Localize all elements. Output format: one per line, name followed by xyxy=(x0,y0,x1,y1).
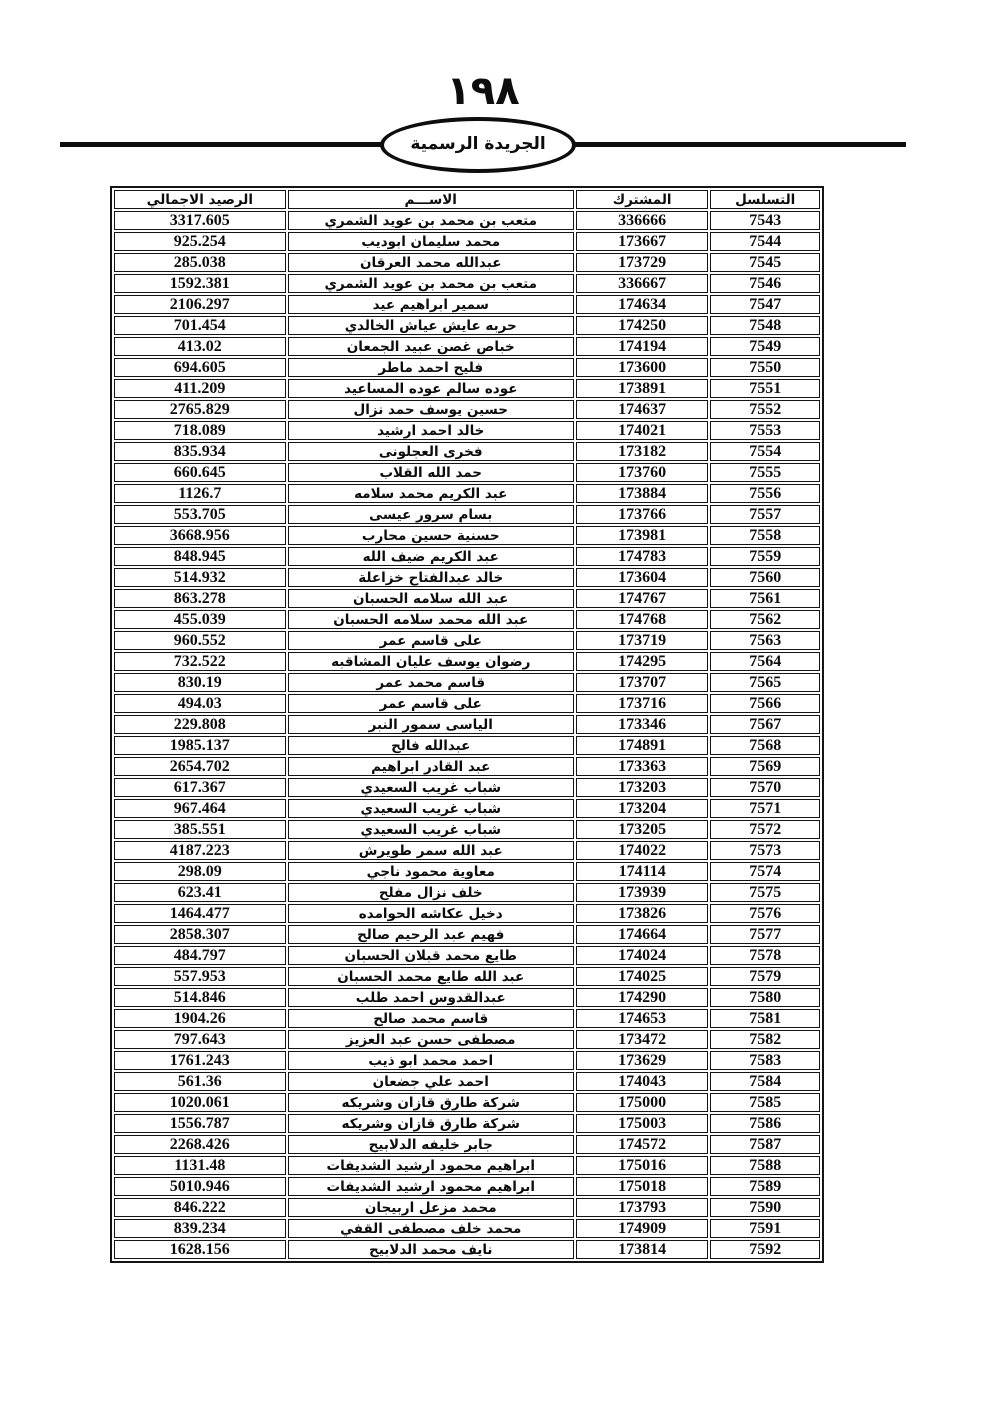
cell-balance: 557.953 xyxy=(114,967,286,986)
cell-subscriber: 173766 xyxy=(576,505,708,524)
cell-balance: 967.464 xyxy=(114,799,286,818)
cell-balance: 830.19 xyxy=(114,673,286,692)
table-row xyxy=(114,1051,820,1070)
cell-name: جابر خليفه الدلابيح xyxy=(288,1135,574,1154)
cell-serial: 7590 xyxy=(710,1198,820,1217)
table-row xyxy=(114,841,820,860)
table-row xyxy=(114,379,820,398)
cell-balance: 732.522 xyxy=(114,652,286,671)
cell-name: عبدالله فالح xyxy=(288,736,574,755)
cell-serial: 7545 xyxy=(710,253,820,272)
cell-balance: 514.846 xyxy=(114,988,286,1007)
cell-name: على قاسم عمر xyxy=(288,631,574,650)
cell-name: مصطفى حسن عبد العزيز xyxy=(288,1030,574,1049)
table-row xyxy=(114,442,820,461)
cell-serial: 7577 xyxy=(710,925,820,944)
cell-balance: 1464.477 xyxy=(114,904,286,923)
cell-serial: 7561 xyxy=(710,589,820,608)
cell-name: عوده سالم عوده المساعيد xyxy=(288,379,574,398)
cell-balance: 797.643 xyxy=(114,1030,286,1049)
cell-balance: 1592.381 xyxy=(114,274,286,293)
cell-subscriber: 173182 xyxy=(576,442,708,461)
gazette-banner-label: الجريدة الرسمية xyxy=(410,133,546,154)
cell-subscriber: 173826 xyxy=(576,904,708,923)
cell-subscriber: 173346 xyxy=(576,715,708,734)
cell-subscriber: 174250 xyxy=(576,316,708,335)
cell-balance: 2654.702 xyxy=(114,757,286,776)
cell-name: عبد الله طايع محمد الحسبان xyxy=(288,967,574,986)
table-row xyxy=(114,568,820,587)
cell-serial: 7580 xyxy=(710,988,820,1007)
cell-subscriber: 174768 xyxy=(576,610,708,629)
cell-subscriber: 174637 xyxy=(576,400,708,419)
cell-balance: 1985.137 xyxy=(114,736,286,755)
cell-serial: 7586 xyxy=(710,1114,820,1133)
header-name: الاســـم xyxy=(288,190,574,209)
cell-name: خباص غصن عبيد الجمعان xyxy=(288,337,574,356)
cell-name: عبدالله محمد العرقان xyxy=(288,253,574,272)
cell-balance: 960.552 xyxy=(114,631,286,650)
cell-balance: 1020.061 xyxy=(114,1093,286,1112)
cell-serial: 7559 xyxy=(710,547,820,566)
cell-name: حسين يوسف حمد نزال xyxy=(288,400,574,419)
cell-serial: 7582 xyxy=(710,1030,820,1049)
table-header-row xyxy=(114,190,820,209)
cell-name: على قاسم عمر xyxy=(288,694,574,713)
cell-subscriber: 174022 xyxy=(576,841,708,860)
cell-balance: 835.934 xyxy=(114,442,286,461)
cell-balance: 3317.605 xyxy=(114,211,286,230)
cell-serial: 7568 xyxy=(710,736,820,755)
cell-subscriber: 174025 xyxy=(576,967,708,986)
cell-serial: 7579 xyxy=(710,967,820,986)
cell-subscriber: 173363 xyxy=(576,757,708,776)
cell-balance: 514.932 xyxy=(114,568,286,587)
cell-balance: 385.551 xyxy=(114,820,286,839)
cell-subscriber: 174572 xyxy=(576,1135,708,1154)
cell-serial: 7564 xyxy=(710,652,820,671)
cell-name: شباب غريب السعيدي xyxy=(288,799,574,818)
cell-name: رضوان يوسف عليان المشاقبه xyxy=(288,652,574,671)
table-row xyxy=(114,505,820,524)
cell-subscriber: 173981 xyxy=(576,526,708,545)
table-row xyxy=(114,1177,820,1196)
cell-serial: 7575 xyxy=(710,883,820,902)
cell-serial: 7571 xyxy=(710,799,820,818)
table-row xyxy=(114,988,820,1007)
table-row xyxy=(114,715,820,734)
cell-subscriber: 174024 xyxy=(576,946,708,965)
table-row xyxy=(114,610,820,629)
cell-serial: 7547 xyxy=(710,295,820,314)
cell-subscriber: 173205 xyxy=(576,820,708,839)
cell-serial: 7558 xyxy=(710,526,820,545)
table-row xyxy=(114,463,820,482)
cell-subscriber: 175000 xyxy=(576,1093,708,1112)
cell-name: قاسم محمد صالح xyxy=(288,1009,574,1028)
table-row xyxy=(114,421,820,440)
cell-name: عبد الله محمد سلامه الحسبان xyxy=(288,610,574,629)
cell-name: متعب بن محمد بن عويد الشمري xyxy=(288,274,574,293)
cell-balance: 2268.426 xyxy=(114,1135,286,1154)
cell-name: شركة طارق قازان وشريكه xyxy=(288,1093,574,1112)
cell-name: حسنية حسين محارب xyxy=(288,526,574,545)
cell-serial: 7552 xyxy=(710,400,820,419)
cell-balance: 561.36 xyxy=(114,1072,286,1091)
cell-balance: 3668.956 xyxy=(114,526,286,545)
cell-serial: 7557 xyxy=(710,505,820,524)
cell-subscriber: 175016 xyxy=(576,1156,708,1175)
cell-name: نايف محمد الدلابيح xyxy=(288,1240,574,1259)
table-body xyxy=(114,211,820,1259)
cell-subscriber: 174295 xyxy=(576,652,708,671)
cell-subscriber: 173814 xyxy=(576,1240,708,1259)
table-row xyxy=(114,673,820,692)
cell-balance: 4187.223 xyxy=(114,841,286,860)
cell-name: محمد خلف مصطفى القفي xyxy=(288,1219,574,1238)
table-row xyxy=(114,1240,820,1259)
table-row xyxy=(114,358,820,377)
table-row xyxy=(114,1009,820,1028)
table-row xyxy=(114,1072,820,1091)
header-balance: الرصيد الاجمالي xyxy=(114,190,286,209)
table-row xyxy=(114,904,820,923)
cell-name: حربه عايش عياش الخالدي xyxy=(288,316,574,335)
cell-subscriber: 173760 xyxy=(576,463,708,482)
cell-subscriber: 173472 xyxy=(576,1030,708,1049)
cell-subscriber: 174783 xyxy=(576,547,708,566)
cell-name: ابراهيم محمود ارشيد الشديفات xyxy=(288,1177,574,1196)
cell-balance: 411.209 xyxy=(114,379,286,398)
cell-subscriber: 174664 xyxy=(576,925,708,944)
cell-subscriber: 174909 xyxy=(576,1219,708,1238)
cell-serial: 7576 xyxy=(710,904,820,923)
cell-subscriber: 174021 xyxy=(576,421,708,440)
cell-balance: 494.03 xyxy=(114,694,286,713)
cell-name: سمير ابراهيم عيد xyxy=(288,295,574,314)
cell-balance: 1628.156 xyxy=(114,1240,286,1259)
table-row xyxy=(114,484,820,503)
cell-balance: 846.222 xyxy=(114,1198,286,1217)
cell-serial: 7546 xyxy=(710,274,820,293)
cell-name: عبد الله سمر طويرش xyxy=(288,841,574,860)
cell-serial: 7567 xyxy=(710,715,820,734)
table-row xyxy=(114,925,820,944)
cell-serial: 7566 xyxy=(710,694,820,713)
table-row xyxy=(114,295,820,314)
cell-name: شركة طارق قازان وشريكه xyxy=(288,1114,574,1133)
cell-subscriber: 173719 xyxy=(576,631,708,650)
cell-serial: 7585 xyxy=(710,1093,820,1112)
cell-subscriber: 173793 xyxy=(576,1198,708,1217)
table-row xyxy=(114,1093,820,1112)
cell-name: حمد الله القلاب xyxy=(288,463,574,482)
cell-balance: 2106.297 xyxy=(114,295,286,314)
table-row xyxy=(114,778,820,797)
table-row xyxy=(114,337,820,356)
table-row xyxy=(114,1219,820,1238)
cell-serial: 7581 xyxy=(710,1009,820,1028)
cell-name: بسام سرور عيسى xyxy=(288,505,574,524)
table-row xyxy=(114,589,820,608)
cell-subscriber: 174290 xyxy=(576,988,708,1007)
cell-subscriber: 173729 xyxy=(576,253,708,272)
cell-balance: 484.797 xyxy=(114,946,286,965)
cell-serial: 7584 xyxy=(710,1072,820,1091)
table-row xyxy=(114,400,820,419)
cell-name: عبد الكريم محمد سلامه xyxy=(288,484,574,503)
cell-balance: 863.278 xyxy=(114,589,286,608)
cell-serial: 7573 xyxy=(710,841,820,860)
table-row xyxy=(114,652,820,671)
cell-serial: 7549 xyxy=(710,337,820,356)
cell-serial: 7591 xyxy=(710,1219,820,1238)
cell-name: فهيم عبد الرحيم صالح xyxy=(288,925,574,944)
cell-serial: 7578 xyxy=(710,946,820,965)
cell-name: متعب بن محمد بن عويد الشمري xyxy=(288,211,574,230)
cell-name: عبدالقدوس احمد طلب xyxy=(288,988,574,1007)
cell-subscriber: 173891 xyxy=(576,379,708,398)
cell-subscriber: 174194 xyxy=(576,337,708,356)
cell-subscriber: 175018 xyxy=(576,1177,708,1196)
cell-serial: 7587 xyxy=(710,1135,820,1154)
cell-balance: 1126.7 xyxy=(114,484,286,503)
cell-balance: 925.254 xyxy=(114,232,286,251)
cell-balance: 229.808 xyxy=(114,715,286,734)
cell-balance: 1556.787 xyxy=(114,1114,286,1133)
cell-name: احمد محمد ابو ذيب xyxy=(288,1051,574,1070)
cell-serial: 7589 xyxy=(710,1177,820,1196)
header-subscriber: المشترك xyxy=(576,190,708,209)
cell-balance: 285.038 xyxy=(114,253,286,272)
cell-name: الياسى سمور النبر xyxy=(288,715,574,734)
cell-subscriber: 173667 xyxy=(576,232,708,251)
cell-subscriber: 174891 xyxy=(576,736,708,755)
cell-subscriber: 173629 xyxy=(576,1051,708,1070)
cell-balance: 701.454 xyxy=(114,316,286,335)
cell-serial: 7551 xyxy=(710,379,820,398)
cell-name: عبد الله سلامه الحسبان xyxy=(288,589,574,608)
table-row xyxy=(114,736,820,755)
cell-name: احمد علي جضعان xyxy=(288,1072,574,1091)
table-row xyxy=(114,1135,820,1154)
table-row xyxy=(114,694,820,713)
cell-subscriber: 174767 xyxy=(576,589,708,608)
subscribers-table xyxy=(110,186,824,1263)
cell-subscriber: 174634 xyxy=(576,295,708,314)
cell-serial: 7563 xyxy=(710,631,820,650)
cell-subscriber: 174114 xyxy=(576,862,708,881)
cell-balance: 455.039 xyxy=(114,610,286,629)
cell-subscriber: 175003 xyxy=(576,1114,708,1133)
table-row xyxy=(114,820,820,839)
cell-serial: 7572 xyxy=(710,820,820,839)
cell-serial: 7544 xyxy=(710,232,820,251)
cell-serial: 7553 xyxy=(710,421,820,440)
cell-name: معاوية محمود ناجي xyxy=(288,862,574,881)
cell-balance: 694.605 xyxy=(114,358,286,377)
cell-subscriber: 174653 xyxy=(576,1009,708,1028)
table-row xyxy=(114,631,820,650)
cell-subscriber: 174043 xyxy=(576,1072,708,1091)
table-row xyxy=(114,1198,820,1217)
cell-name: شباب غريب السعيدي xyxy=(288,778,574,797)
cell-subscriber: 173884 xyxy=(576,484,708,503)
table-row xyxy=(114,526,820,545)
cell-name: خلف نزال مفلح xyxy=(288,883,574,902)
cell-subscriber: 173939 xyxy=(576,883,708,902)
cell-name: دخيل عكاشه الحوامده xyxy=(288,904,574,923)
cell-name: عبد القادر ابراهيم xyxy=(288,757,574,776)
cell-serial: 7550 xyxy=(710,358,820,377)
cell-subscriber: 173604 xyxy=(576,568,708,587)
table-row xyxy=(114,757,820,776)
cell-serial: 7570 xyxy=(710,778,820,797)
cell-subscriber: 173204 xyxy=(576,799,708,818)
table-row xyxy=(114,1114,820,1133)
cell-name: محمد سليمان ابوديب xyxy=(288,232,574,251)
cell-balance: 839.234 xyxy=(114,1219,286,1238)
cell-name: عبد الكريم ضيف الله xyxy=(288,547,574,566)
cell-name: طايع محمد قبلان الحسبان xyxy=(288,946,574,965)
cell-balance: 1904.26 xyxy=(114,1009,286,1028)
page-number: ١٩٨ xyxy=(446,68,520,114)
table-row xyxy=(114,1030,820,1049)
table-row xyxy=(114,967,820,986)
cell-serial: 7592 xyxy=(710,1240,820,1259)
cell-balance: 1761.243 xyxy=(114,1051,286,1070)
cell-subscriber: 336666 xyxy=(576,211,708,230)
cell-balance: 2765.829 xyxy=(114,400,286,419)
cell-subscriber: 336667 xyxy=(576,274,708,293)
table-row xyxy=(114,1156,820,1175)
cell-serial: 7555 xyxy=(710,463,820,482)
cell-serial: 7569 xyxy=(710,757,820,776)
header-serial: التسلسل xyxy=(710,190,820,209)
table-row xyxy=(114,316,820,335)
cell-serial: 7574 xyxy=(710,862,820,881)
cell-name: محمد مزعل اربيجان xyxy=(288,1198,574,1217)
cell-name: فخرى العجلونى xyxy=(288,442,574,461)
cell-name: فليح احمد ماطر xyxy=(288,358,574,377)
cell-serial: 7588 xyxy=(710,1156,820,1175)
cell-serial: 7560 xyxy=(710,568,820,587)
cell-balance: 848.945 xyxy=(114,547,286,566)
table-row xyxy=(114,883,820,902)
cell-balance: 2858.307 xyxy=(114,925,286,944)
cell-name: خالد عبدالفتاح خزاعلة xyxy=(288,568,574,587)
cell-name: ابراهيم محمود ارشيد الشديفات xyxy=(288,1156,574,1175)
table-row xyxy=(114,547,820,566)
cell-subscriber: 173707 xyxy=(576,673,708,692)
table-row xyxy=(114,799,820,818)
gazette-banner xyxy=(380,117,576,173)
cell-balance: 617.367 xyxy=(114,778,286,797)
table-row xyxy=(114,253,820,272)
cell-serial: 7562 xyxy=(710,610,820,629)
table-row xyxy=(114,946,820,965)
cell-balance: 5010.946 xyxy=(114,1177,286,1196)
cell-subscriber: 173203 xyxy=(576,778,708,797)
cell-serial: 7548 xyxy=(710,316,820,335)
cell-serial: 7565 xyxy=(710,673,820,692)
table-row xyxy=(114,211,820,230)
subscribers-table-grid xyxy=(110,186,824,1263)
cell-serial: 7543 xyxy=(710,211,820,230)
cell-serial: 7583 xyxy=(710,1051,820,1070)
table-row xyxy=(114,232,820,251)
table-row xyxy=(114,862,820,881)
cell-balance: 718.089 xyxy=(114,421,286,440)
cell-serial: 7556 xyxy=(710,484,820,503)
cell-name: شباب غريب السعيدي xyxy=(288,820,574,839)
cell-name: قاسم محمد عمر xyxy=(288,673,574,692)
cell-name: خالد احمد ارشيد xyxy=(288,421,574,440)
cell-balance: 413.02 xyxy=(114,337,286,356)
cell-balance: 1131.48 xyxy=(114,1156,286,1175)
cell-balance: 298.09 xyxy=(114,862,286,881)
cell-subscriber: 173716 xyxy=(576,694,708,713)
cell-balance: 660.645 xyxy=(114,463,286,482)
cell-subscriber: 173600 xyxy=(576,358,708,377)
cell-balance: 553.705 xyxy=(114,505,286,524)
cell-serial: 7554 xyxy=(710,442,820,461)
cell-balance: 623.41 xyxy=(114,883,286,902)
table-row xyxy=(114,274,820,293)
